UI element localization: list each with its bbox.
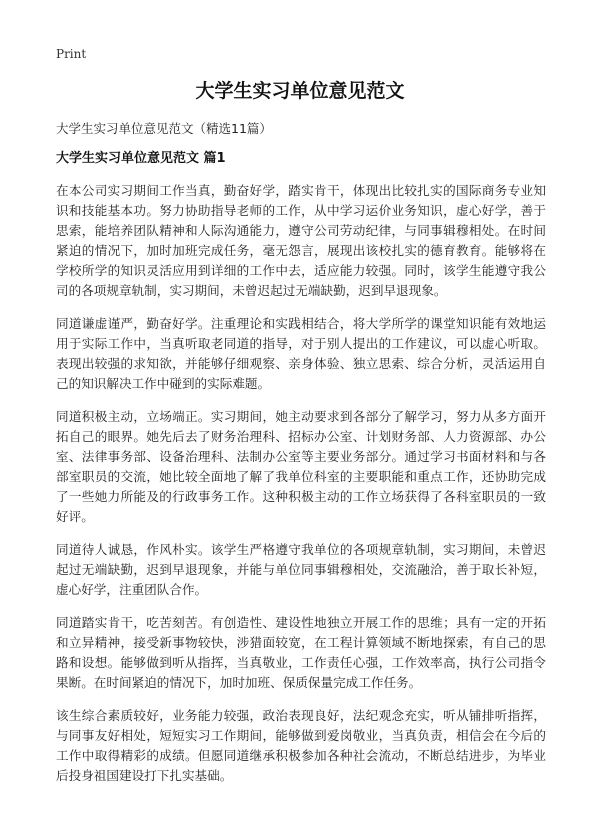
print-label: Print xyxy=(56,47,87,61)
paragraph-4: 同道待人诚恳，作风朴实。该学生严格遵守我单位的各项规章轨制，实习期间，未曾迟起过无端缺勤，迟到早退现象，并能与单位同事辑穆相处，交流融洽，善于取长补短，虚心好学，注重团队合作。 xyxy=(56,542,546,597)
document-subtitle: 大学生实习单位意见范文（精选11篇） xyxy=(56,121,272,136)
paragraph-1: 在本公司实习期间工作当真，勤奋好学，踏实肯干，体现出比较扎实的国际商务专业知识和技能基本功。努力协助指导老师的工作，从中学习运价业务知识，虚心好学，善于思索，能培养团队精神和人际沟通能力，遵守公司劳动纪律，与同事辑穆相处。在时间紧迫的情况下，加时加班完成任务，毫无怨言，展现出该校扎实的德育教育。能够将在学校所学的知识灵活应用到详细的工作中去，适应能力较强。同时，该学生能遵守我公司的各项规章轨制，实习期间，未曾迟起过无端缺勤，迟到早退现象。 xyxy=(56,183,546,298)
section-heading: 大学生实习单位意见范文 篇1 xyxy=(56,151,226,166)
paragraph-5: 同道踏实肯干，吃苦刻苦。有创造性、建设性地独立开展工作的思维；具有一定的开拓和立异精神，接受新事物较快，涉猎面较宽，在工程计算领域不断地探索，有自己的思路和设想。能够做到听从指挥，当真敬业，工作责任心强，工作效率高，执行公司指令果断。在时间紧迫的情况下，加时加班、保质保量完成工作任务。 xyxy=(56,615,546,690)
paragraph-2: 同道谦虚谨严，勤奋好学。注重理论和实践相结合，将大学所学的课堂知识能有效地运用于实际工作中，当真听取老同道的指导，对于别人提出的工作建议，可以虚心听取。表现出较强的求知欲，并能够仔细观察、亲身体验、独立思索、综合分析，灵活运用自己的知识解决工作中碰到的实际难题。 xyxy=(56,316,546,391)
document-title: 大学生实习单位意见范文 xyxy=(195,80,405,102)
document-body xyxy=(56,181,546,799)
paragraph-6: 该生综合素质较好，业务能力较强，政治表现良好，法纪观念充实，听从铺排听指挥，与同事友好相处，短短实习工作期间，能够做到爱岗敬业，当真负责，相信会在今后的工作中取得精彩的成绩。但愿同道继承积极参加各种社会流动，不断总结进步，为毕业后投身祖国建设打下扎实基础。 xyxy=(56,708,546,783)
paragraph-3: 同道积极主动，立场端正。实习期间，她主动要求到各部分了解学习，努力从多方面开拓自己的眼界。她先后去了财务治理科、招标办公室、计划财务部、人力资源部、办公室、法律事务部、设备治理科、法制办公室等主要业务部分。通过学习书面材料和与各部室职员的交流，她比较全面地了解了我单位科室的主要职能和重点工作，还协助完成了一些她力所能及的行政事务工作。这种积极主动的工作立场获得了各科室职员的一致好评。 xyxy=(56,409,546,524)
